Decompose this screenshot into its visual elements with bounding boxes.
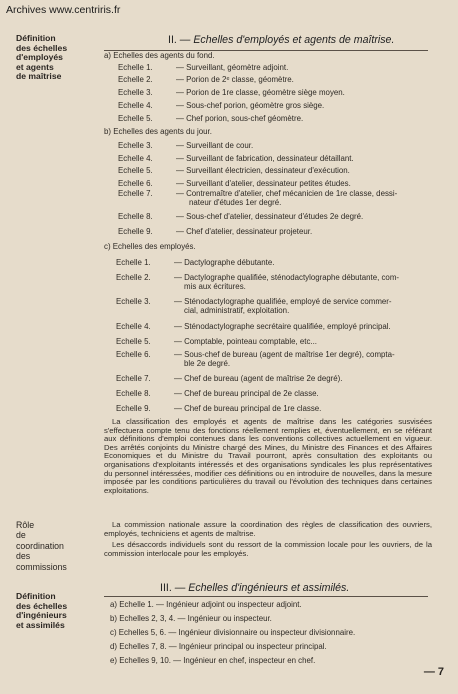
scale-label: Echelle 9. [118,227,153,236]
scale-line: Echelle 1. — Dactylographe débutante. [116,258,275,267]
scale-label: Echelle 3. [118,141,153,150]
scale-line: Echelle 2. — Dactylographe qualifiée, sténodactylographe débutante, com- [116,273,400,282]
page-number: — 7 [424,666,444,678]
classification-paragraph [104,418,432,498]
group-a-heading: a) Echelles des agents du fond. [104,51,215,60]
scale-label: Echelle 1. [118,63,153,72]
scale-line-continuation: ble 2e degré. [184,359,231,368]
scale-label: Echelle 8. [116,389,151,398]
scale-label: Echelle 3. [116,297,151,306]
scale-label: Echelle 4. [116,322,151,331]
scale-line: Echelle 5. — Surveillant électricien, dessinateur d'exécution. [118,166,350,175]
scale-line: Echelle 7. — Contremaître d'atelier, chef mécanicien de 1re classe, dessi- [118,189,398,198]
scale-line: Echelle 6. — Surveillant d'atelier, dessinateur petites études. [118,179,351,188]
scale-label: Echelle 5. [118,114,153,123]
scale-line: Echelle 4. — Surveillant de fabrication, dessinateur détaillant. [118,154,354,163]
sidebar-definition-engineers: Définition des échelles d'ingénieurs et assimilés [16,591,68,630]
engineer-scale-line: d) Echelles 7, 8. — Ingénieur principal ou inspecteur principal. [110,642,327,651]
scale-line: Echelle 3. — Sténodactylographe qualifiée, employé de service commer- [116,297,392,306]
scale-label: Echelle 7. [116,374,151,383]
scale-line: Echelle 3. — Porion de 1re classe, géomètre siège moyen. [118,88,345,97]
engineer-scale-line: c) Echelles 5, 6. — Ingénieur divisionnaire ou inspecteur divisionnaire. [110,628,356,637]
section-2-title: — Echelles d'employés et agents de maîtrise. [179,34,395,46]
scale-label: Echelle 3. [118,88,153,97]
scale-label: Echelle 5. [116,337,151,346]
watermark: Archives www.centriris.fr [6,4,121,16]
paragraph-text: La classification des employés et agents de maîtrise dans les catégories susvisées s'effectuera compte tenu des fonctions réellement remplies et, éventuellement, en se référant aux définitions d'emploi contenues dans les conventions collectives actuellement en vigueur. Des arrêtés conjoints du Ministre chargé des Mines, du Ministre des Finances et des Affaires Economiques et du Ministre du Travail pourront, après consultation des exploitants ou organisations d'exploitants intéressés et des organisations syndicales les plus représentatives du personnel intéressées, modifier ces définitions ou en introduire de nouvelles, dans la mesure imposée par les conditions particulières du travail ou l'évolution des techniques dans certaines exploitations. [104,417,432,495]
scale-line: Echelle 9. — Chef d'atelier, dessinateur projeteur. [118,227,313,236]
scale-line: Echelle 9. — Chef de bureau principal de 1re classe. [116,404,322,413]
scale-label: Echelle 1. [116,258,151,267]
scale-line-continuation: mis aux écritures. [184,282,246,291]
engineer-scale-line: e) Echelles 9, 10. — Ingénieur en chef, inspecteur en chef. [110,656,316,665]
section-3-number: III. [160,582,172,594]
scale-line: Echelle 4. — Sténodactylographe secrétaire qualifiée, employé principal. [116,322,391,331]
scale-line: Echelle 7. — Chef de bureau (agent de maîtrise 2e degré). [116,374,343,383]
scale-line: Echelle 1. — Surveillant, géomètre adjoint. [118,63,289,72]
scale-line: Echelle 8. — Chef de bureau principal de 2e classe. [116,389,319,398]
paragraph-text: Les désaccords individuels sont du ressort de la commission locale pour les ouvriers, de la commission interlocale pour les employés. [104,540,432,558]
scale-label: Echelle 5. [118,166,153,175]
section-3-heading [160,582,349,594]
engineer-scale-line: b) Echelles 2, 3, 4. — Ingénieur ou inspecteur. [110,614,272,623]
sidebar-definition-employees: Définition des échelles d'employés et agents de maîtrise [16,33,68,82]
scale-label: Echelle 6. [118,179,153,188]
scale-line: Echelle 8. — Sous-chef d'atelier, dessinateur d'études 2e degré. [118,212,364,221]
scale-label: Echelle 4. [118,101,153,110]
section-2-heading [168,34,394,46]
scale-line: Echelle 5. — Comptable, pointeau comptable, etc... [116,337,317,346]
scale-line: Echelle 6. — Sous-chef de bureau (agent de maîtrise 1er degré), compta- [116,350,395,359]
scale-label: Echelle 7. [118,189,153,198]
scale-label: Echelle 2. [118,75,153,84]
heading-rule [104,596,428,597]
scale-label: Echelle 6. [116,350,151,359]
section-3-title: — Echelles d'ingénieurs et assimilés. [174,582,350,594]
scale-line: Echelle 3. — Surveillant de cour. [118,141,254,150]
scale-line: Echelle 5. — Chef porion, sous-chef géomètre. [118,114,304,123]
coordination-paragraph [104,521,432,561]
scale-line-continuation: cial, administratif, exploitation. [184,306,290,315]
scale-label: Echelle 9. [116,404,151,413]
scale-label: Echelle 8. [118,212,153,221]
scale-line-continuation: nateur d'études 1er degré. [189,198,282,207]
scale-line: Echelle 2. — Porion de 2ᵉ classe, géomètre. [118,75,294,84]
scale-line: Echelle 4. — Sous-chef porion, géomètre gros siège. [118,101,325,110]
section-2-number: II. [168,34,177,46]
group-b-heading: b) Echelles des agents du jour. [104,127,212,136]
scale-label: Echelle 4. [118,154,153,163]
scale-label: Echelle 2. [116,273,151,282]
group-c-heading: c) Echelles des employés. [104,242,196,251]
sidebar-coordination-role: Rôle de coordination des commissions [16,520,67,572]
engineer-scale-line: a) Echelle 1. — Ingénieur adjoint ou inspecteur adjoint. [110,600,302,609]
paragraph-text: La commission nationale assure la coordination des règles de classification des ouvriers, employés, techniciens et agents de maîtrise. [104,520,432,538]
